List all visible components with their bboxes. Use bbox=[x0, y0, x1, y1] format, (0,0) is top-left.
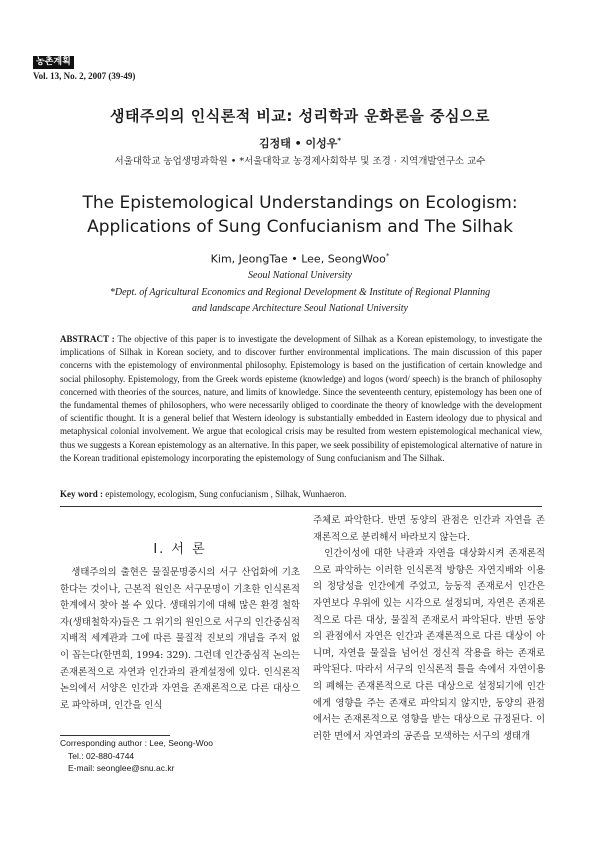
english-institution: Seoul National University bbox=[248, 270, 352, 281]
english-affiliation-line1: *Dept. of Agricultural Economics and Regional Development & Institute of Regional Planning bbox=[109, 287, 491, 298]
keywords-label: Key word : bbox=[60, 489, 103, 499]
abstract-text: The objective of this paper is to investigate the development of Silhak as a Korean epistemology, to investigate the implications of Silhak in Korean society, and to discover further environmental implications. The main discussion of this paper concerns with the epistemology of environmental philosophy. Epistemology is based on the justification of certain knowledge and social philosophy. Epistemology, from the Greek words episteme (knowledge) and logos (word/ speech) is the branch of philosophy concerned with theories of the sources, nature, and limits of knowledge. Since the seventeenth century, epistemology has been one of the fundamental themes of philosophers, who were necessarily obliged to coordinate the theory of knowledge with the development of scientific thought. It is a general belief that Western ideology is substantially embedded in Eastern ideology due to physical and metaphysical colonial involvement. We argue that ecological crisis may be resulted from western epistemological mechanical view, thus we suggests a Korean epistemology as an alternative. In this paper, we seek possibility of epistemological alternative of nature in the Korean traditional epistemology incorporating the epistemology of Sung confucianism and The Silhak. bbox=[60, 334, 543, 463]
keywords-text: epistemology, ecologism, Sung confucianism , Silhak, Wunhaeron. bbox=[105, 489, 347, 499]
footnote-divider bbox=[60, 735, 170, 736]
abstract-label: ABSTRACT : bbox=[60, 334, 115, 344]
right-column bbox=[313, 513, 545, 745]
author-mark: * bbox=[337, 136, 342, 145]
email: E-mail: seonglee@snu.ac.kr bbox=[68, 763, 175, 773]
left-column bbox=[60, 565, 300, 714]
english-authors: Kim, JeongTae • Lee, SeongWoo* bbox=[210, 252, 390, 266]
english-title-line2: Applications of Sung Confucianism and The Silhak bbox=[87, 217, 513, 237]
korean-authors: 김정태 • 이성우* bbox=[258, 136, 342, 150]
body-paragraph: 인간이성에 대한 낙관과 자연을 대상화시켜 존재론적으로 파악하는 이러한 인식론적 방향은 자연지배와 이용의 정당성을 인간에게 주었고, 능동적 존재로서 인간은 자연보다 우위에 있는 시각으로 설정되며, 자연은 존재론적으로 다른 대상, 물질적 존재로서 파악된다. 반면 동양의 관점에서 자연은 인간과 존재론적으로 다른 대상이 아니며, 자연을 물질을 넘어선 정신적 작용을 하는 존재로 파악된다. 따라서 서구의 인식론적 틀을 속에서 자연이용의 폐해는 존재론적으로 다른 대상으로 설정되기에 인간에게 영향을 주는 존재로 파악되지 않지만, 동양의 관점에서는 존재론적으로 영향을 받는 대상으로 규정된다. 이러한 면에서 자연과의 공존을 모색하는 서구의 생태개 bbox=[313, 548, 545, 742]
volume-info: Vol. 13, No. 2, 2007 (39-49) bbox=[33, 71, 136, 81]
abstract bbox=[60, 333, 542, 465]
divider bbox=[60, 506, 542, 507]
korean-affiliation: 서울대학교 농업생명과학원 • *서울대학교 농경제사회학부 및 조경 · 지역개발연구소 교수 bbox=[114, 156, 486, 167]
english-title-line1: The Epistemological Understandings on Ecologism: bbox=[82, 193, 518, 213]
footnote bbox=[60, 737, 300, 775]
body-paragraph-continued: 주체로 파악한다. 반면 동양의 관점은 인간과 자연을 존재론적으로 분리해서 바라보지 않는다. bbox=[313, 515, 545, 543]
korean-title: 생태주의의 인식론적 비교: 성리학과 운화론을 중심으로 bbox=[110, 107, 490, 125]
body-paragraph: 생태주의의 출현은 물질문명중시의 서구 산업화에 기초한다는 것이나, 근본적 원인은 서구문명이 기초한 인식론적 한계에서 찾아 볼 수 있다. 생태위기에 대해 많은 환경 철학자(생태철학자)들은 그 위기의 원인으로 서구의 인간중심적 지배적 세계관과 그에 따른 물질적 진보의 개념을 주저 없이 꼽는다(한면희, 1994: 329). 그런데 인간중심적 논의는 존재론적으로 자연과 인간과의 관계설정에 있다. 인식론적 논의에서 서양은 인간과 자연을 존재론적으로 다른 대상으로 파악하며, 인간을 인식 bbox=[60, 567, 300, 711]
corresponding-author: Corresponding author : Lee, Seong-Woo bbox=[60, 738, 213, 748]
english-affiliation-line2: and landscape Architecture Seoul National University bbox=[192, 303, 408, 314]
section-heading: I. 서 론 bbox=[153, 542, 207, 557]
keywords bbox=[60, 489, 542, 499]
telephone: Tel.: 02-880-4744 bbox=[68, 750, 135, 761]
author-mark-en: * bbox=[385, 252, 390, 260]
journal-tag: 농촌계획 bbox=[33, 56, 74, 69]
